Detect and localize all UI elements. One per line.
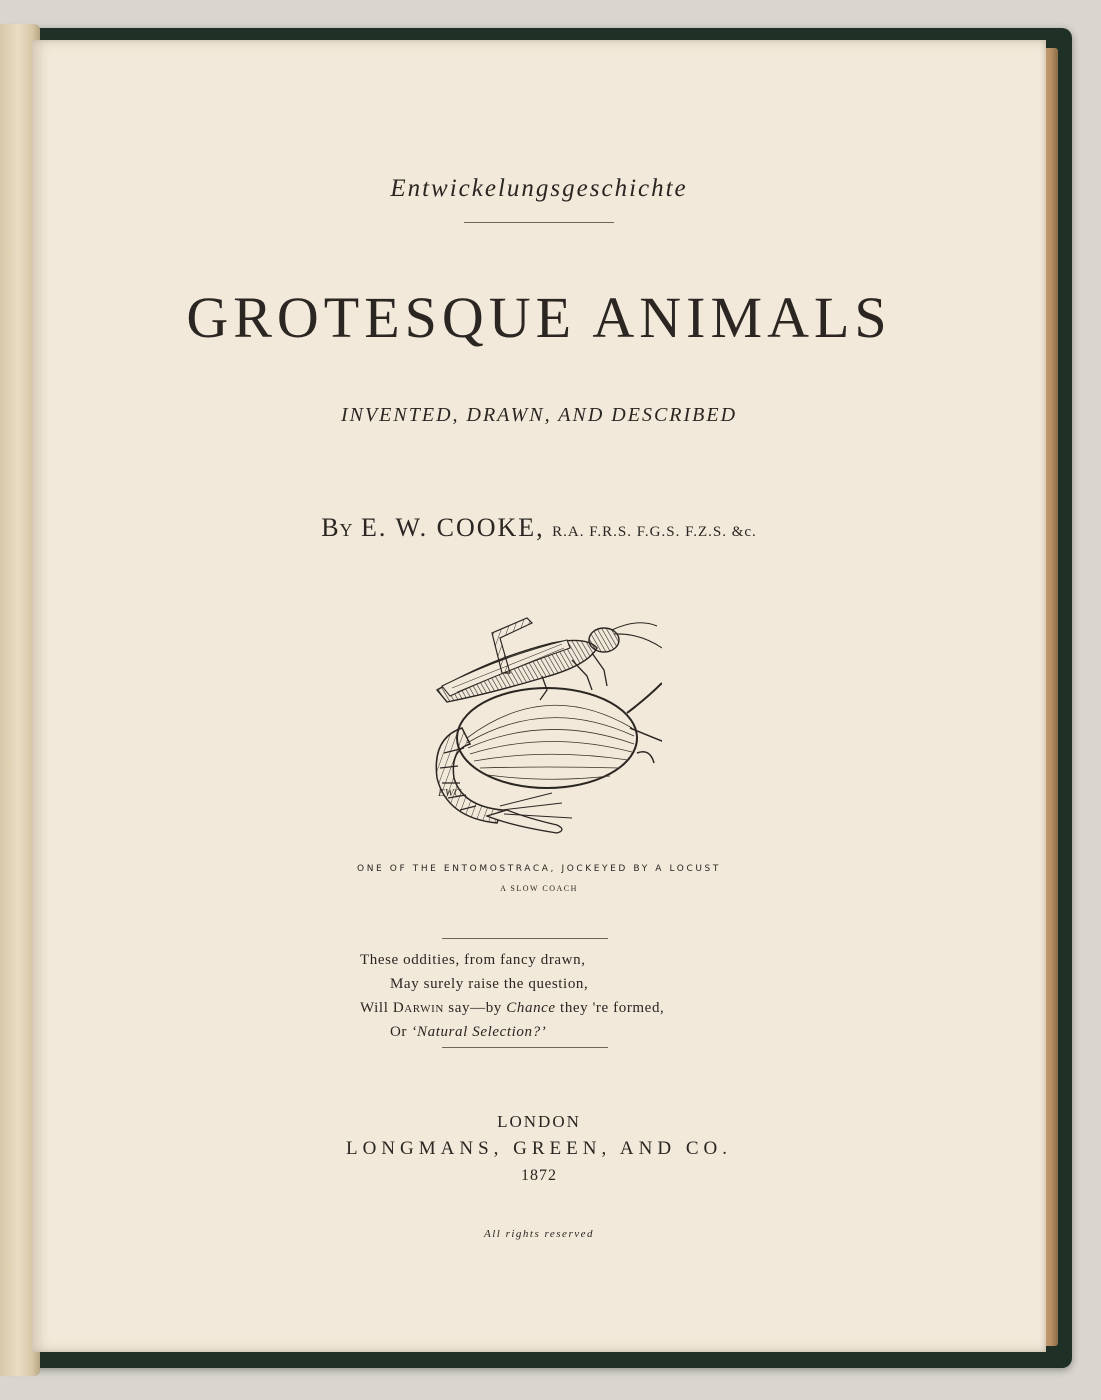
epigraph-verse (360, 948, 760, 1044)
publication-place: LONDON (497, 1112, 581, 1131)
author-credentials: R.A. F.R.S. F.G.S. F.Z.S. &c. (552, 524, 757, 540)
german-subtitle: Entwickelungsgeschichte (390, 175, 688, 202)
verse-line-2: May surely raise the question, (390, 976, 589, 992)
book-subline: INVENTED, DRAWN, AND DESCRIBED (340, 404, 738, 426)
divider-rule (464, 222, 614, 223)
verse-natural-selection: ‘Natural Selection?’ (411, 1024, 547, 1040)
verse-line-3 (360, 996, 760, 1020)
engraving-locust-riding-entomostracan-icon (392, 578, 662, 838)
title-page (32, 40, 1046, 1352)
verse-text: Will (360, 1000, 389, 1016)
publication-year: 1872 (521, 1167, 557, 1184)
byline-by: By (321, 513, 354, 542)
verse-chance: Chance (506, 1000, 556, 1016)
verse-darwin: Darwin (392, 1000, 444, 1016)
rights-notice: All rights reserved (484, 1228, 594, 1240)
verse-line-1: These oddities, from fancy drawn, (360, 952, 586, 968)
verse-text: they 're formed, (560, 1000, 665, 1016)
illustration-subcaption: A SLOW COACH (500, 884, 578, 893)
book-title: GROTESQUE ANIMALS (186, 285, 892, 350)
verse-line-4 (360, 1020, 760, 1044)
divider-rule (442, 1047, 608, 1048)
author-name: E. W. COOKE, (361, 513, 545, 542)
verse-text: Or (390, 1024, 408, 1040)
publisher-name: LONGMANS, GREEN, AND CO. (345, 1138, 732, 1159)
engraver-monogram: EWC (438, 787, 462, 799)
divider-rule (442, 938, 608, 939)
verse-text: say—by (448, 1000, 502, 1016)
illustration-caption: ONE OF THE ENTOMOSTRACA, JOCKEYED BY A LOCUST (357, 864, 721, 874)
author-byline (32, 513, 1046, 543)
